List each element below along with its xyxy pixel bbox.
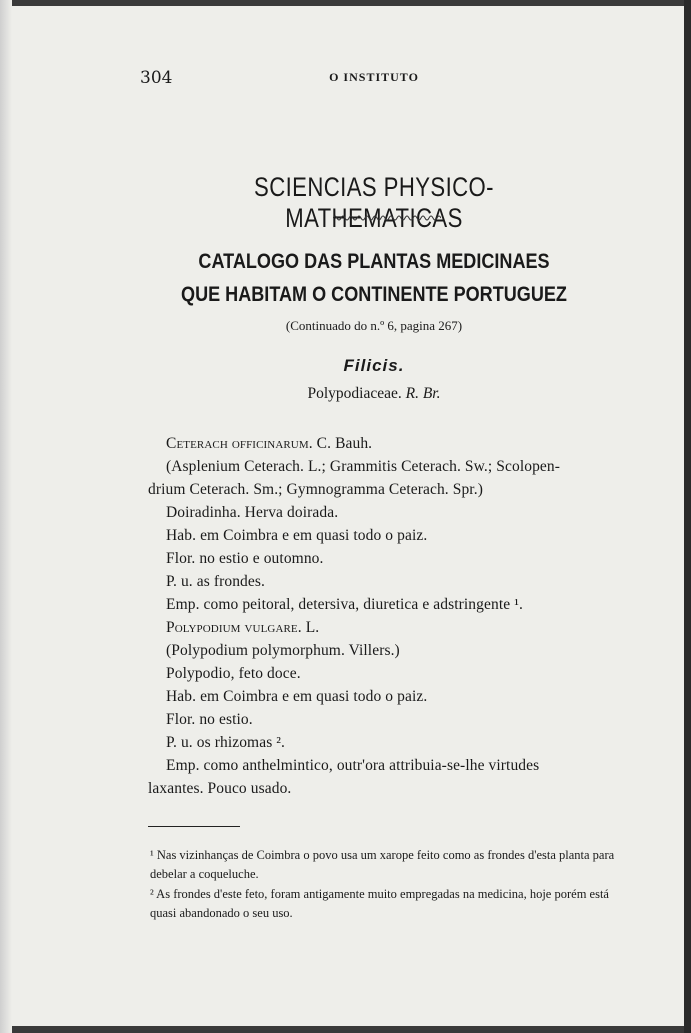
family-heading: Filicis.	[343, 356, 405, 375]
body-line	[166, 435, 372, 453]
body-line	[166, 596, 523, 614]
line-text: Polypodio, feto doce.	[166, 665, 301, 682]
page-number: 304	[140, 68, 173, 88]
journal-title: O INSTITUTO	[329, 70, 419, 84]
line-text: (Polypodium polymorphum. Villers.)	[166, 642, 400, 659]
body-line	[166, 527, 427, 545]
subfamily-author: R. Br.	[405, 385, 441, 402]
line-text: laxantes. Pouco usado.	[148, 780, 292, 797]
body-line	[166, 550, 324, 568]
page-left-edge	[0, 0, 12, 1033]
body-line	[166, 458, 560, 476]
body-line	[166, 642, 400, 660]
body-line	[166, 504, 338, 522]
catalog-title-line-1: CATALOGO DAS PLANTAS MEDICINAES	[198, 250, 550, 273]
line-text: Hab. em Coimbra e em quasi todo o paiz.	[166, 527, 428, 544]
section-title: SCIENCIAS PHYSICO-MATHEMATICAS	[254, 172, 494, 233]
body-line	[166, 573, 265, 591]
body-line	[166, 757, 539, 775]
running-head	[140, 68, 608, 88]
continuation-note: (Continuado do n.º 6, pagina 267)	[285, 318, 463, 333]
body-line	[148, 481, 483, 499]
catalog-title-line-2: QUE HABITAM O CONTINENTE PORTUGUEZ	[181, 283, 567, 306]
line-text: Emp. como anthelmintico, outr'ora attribuia-se-lhe virtudes	[166, 757, 540, 774]
body-line	[166, 619, 319, 637]
footnote-2: ² As frondes d'este feto, foram antigamente muito empregadas na medicina, hoje porém está quasi abandonado o seu uso.	[150, 887, 609, 920]
line-text: P. u. as frondes.	[166, 573, 265, 590]
line-text: Flor. no estio.	[166, 711, 253, 728]
page-right-edge	[684, 0, 691, 1033]
line-text: L.	[301, 619, 320, 636]
body-line	[166, 711, 253, 729]
line-text: Hab. em Coimbra e em quasi todo o paiz.	[166, 688, 428, 705]
footnote-1: ¹ Nas vizinhanças de Coimbra o povo usa um xarope feito como as frondes d'esta planta para debelar a coqueluche.	[150, 848, 615, 881]
body-line	[166, 734, 285, 752]
body-line	[166, 665, 301, 683]
wavy-rule	[333, 214, 441, 222]
line-text: C. Bauh.	[312, 435, 373, 452]
line-text: Flor. no estio e outomno.	[166, 550, 324, 567]
line-text: drium Ceterach. Sm.; Gymnogramma Ceterach. Spr.)	[148, 481, 483, 498]
species-name: Polypodium vulgare.	[166, 619, 302, 636]
line-text: (Asplenium Ceterach. L.; Grammitis Ceterach. Sw.; Scolopen-	[166, 458, 561, 475]
species-name: Ceterach officinarum.	[166, 435, 313, 452]
footnote-rule	[148, 826, 240, 827]
body-line	[166, 688, 427, 706]
subfamily-heading	[140, 385, 608, 403]
line-text: P. u. os rhizomas ².	[166, 734, 286, 751]
line-text: Doiradinha. Herva doirada.	[166, 504, 339, 521]
line-text: Emp. como peitoral, detersiva, diuretica e adstringente ¹.	[166, 596, 523, 613]
body-line	[148, 780, 291, 798]
subfamily-name: Polypodiaceae.	[307, 385, 402, 402]
